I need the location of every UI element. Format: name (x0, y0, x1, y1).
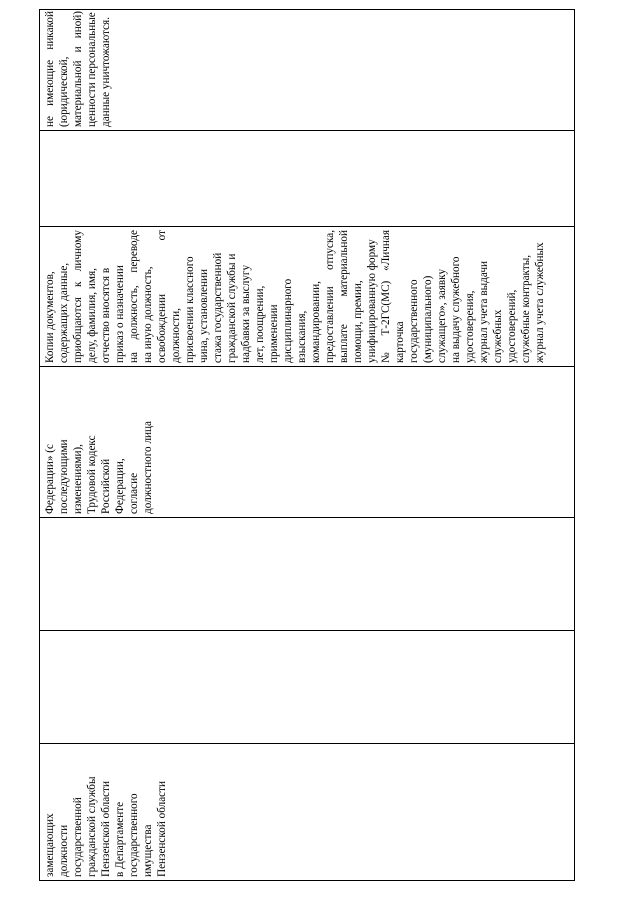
cell-text-line: на должность, переводе (128, 230, 140, 363)
cell-text-line: на иную должность, (142, 266, 154, 363)
cell-text-line: (юридической, (58, 56, 70, 127)
cell-text-line: государственного (408, 279, 420, 363)
retention-table (39, 9, 575, 881)
cell-text-line: материальной и иной) (72, 11, 84, 127)
cell-text-line: должности, (170, 308, 182, 363)
col-empty-2 (40, 517, 574, 630)
cell-text-line: присвоении классного (184, 256, 196, 363)
cell-text-line: командировании, (310, 281, 322, 363)
cell-text-line: не имеющие никакой (44, 11, 56, 127)
cell-text-line: чина, установлении (198, 269, 210, 363)
col-legal-basis (40, 366, 574, 517)
cell-text-line: взыскания, (296, 310, 308, 363)
cell-text-line: имущества (142, 824, 154, 877)
col-processing-actions (40, 226, 574, 366)
cell-text-line: предоставлении отпуска, (324, 230, 336, 363)
cell-text-line: изменениями), (72, 444, 84, 514)
cell-text-line: ценности персональные (86, 12, 98, 127)
cell-text-line: данные уничтожаются. (100, 16, 112, 127)
cell-text-line: карточка (394, 321, 406, 363)
cell-text-line: удостоверения, (464, 290, 476, 363)
cell-text-line: приказ о назначении (114, 265, 126, 363)
col-destruction-note (40, 8, 574, 130)
cell-text-line: гражданской службы и (226, 253, 238, 363)
cell-text-line: Федерации» (с (44, 444, 56, 514)
cell-text-line: в Департаменте (114, 801, 126, 877)
cell-text-line: помощи, премии, (352, 280, 364, 363)
cell-text-line: дисциплинарного (282, 278, 294, 363)
cell-text-line: гражданской службы (86, 776, 98, 877)
cell-text-line: должности (58, 824, 70, 877)
cell-text-line: отчество вносятся в (100, 267, 112, 363)
cell-text-line: применении (268, 304, 280, 363)
cell-text-line: надбавки за выслугу (240, 264, 252, 363)
cell-text-line: освобождении от (156, 230, 168, 363)
col-position-holders (40, 743, 574, 880)
cell-text-line: замещающих (44, 813, 56, 877)
cell-text-line: делу, фамилия, имя, (86, 268, 98, 363)
cell-text-line: Пензенской области (100, 780, 112, 877)
cell-text-line: государственной (72, 797, 84, 877)
cell-text-line: согласие (128, 472, 140, 514)
cell-text-line: Российской (100, 458, 112, 514)
cell-text-line: журнал учета служебных (534, 242, 546, 363)
cell-text-line: стажа государственной (212, 252, 224, 363)
cell-text-line: служащего», заявку (436, 268, 448, 363)
cell-text-line: Пензенской области (156, 780, 168, 877)
cell-text-line: удостоверений, (506, 289, 518, 363)
cell-text-line: содержащих данные, (58, 262, 70, 363)
cell-text-line: служебных (492, 309, 504, 363)
col-empty-3 (40, 130, 574, 226)
cell-text-line: служебные контракты, (520, 254, 532, 363)
cell-text-line: последующими (58, 439, 70, 514)
cell-text-line: Копии документов, (44, 271, 56, 363)
cell-text-line: журнал учета выдачи (478, 261, 490, 363)
cell-text-line: лет, поощрении, (254, 285, 266, 363)
cell-text-line: государственного (128, 793, 140, 877)
cell-text-line: Федерации, (114, 458, 126, 514)
cell-text-line: унифицированную форму (366, 239, 378, 363)
cell-text-line: (муниципального) (422, 275, 434, 363)
col-empty-1 (40, 630, 574, 743)
cell-text-line: приобщаются к личному (72, 230, 84, 363)
cell-text-line: № Т-2ГС(МС) «Личная (380, 230, 392, 363)
cell-text-line: должностного лица (142, 421, 154, 514)
cell-text-line: на выдачу служебного (450, 256, 462, 363)
cell-text-line: выплате материальной (338, 230, 350, 363)
cell-text-line: Трудовой кодекс (86, 435, 98, 514)
